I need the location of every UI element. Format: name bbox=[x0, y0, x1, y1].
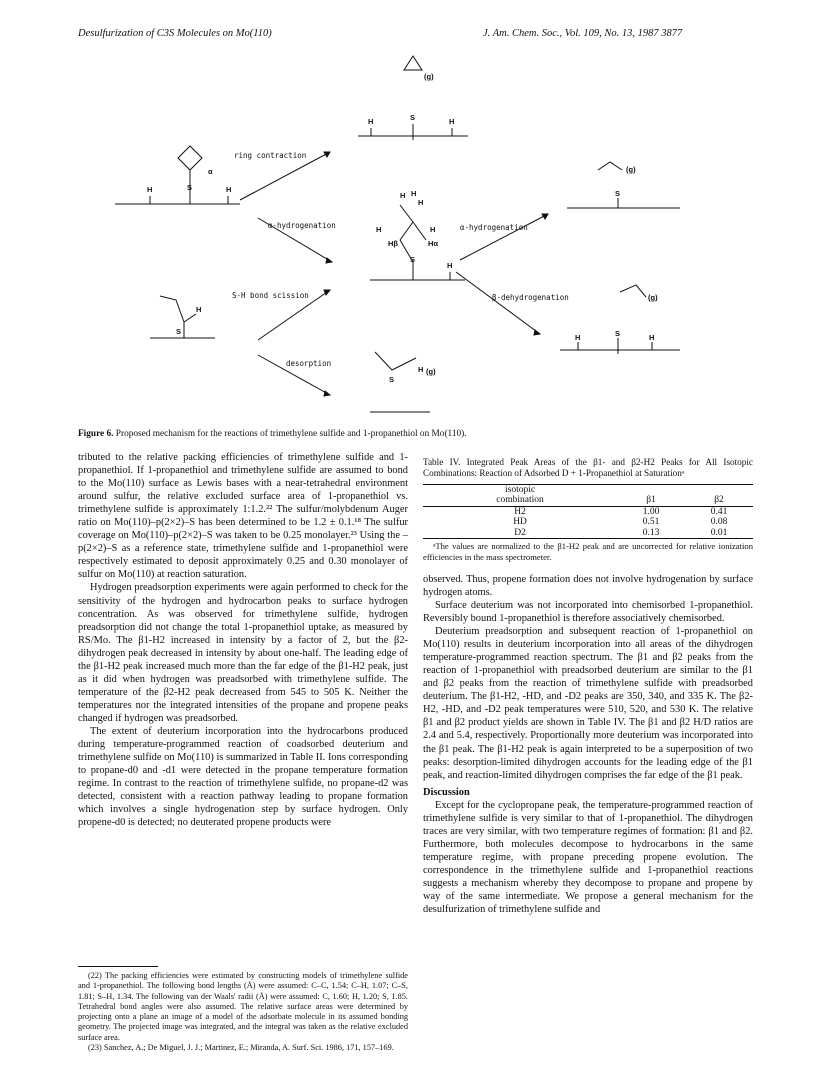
label-b-dehydrogenation: β-dehydrogenation bbox=[492, 293, 569, 302]
label-a-hydrogenation-2: α-hydrogenation bbox=[460, 223, 528, 232]
atom-s: S bbox=[389, 375, 395, 384]
atom-s: S bbox=[176, 327, 182, 336]
atom-h: H bbox=[575, 333, 581, 342]
paragraph: The extent of deuterium incorporation into the hydrocarbons produced during temperature-programmed reaction of coadsorbed deuterium and trimethylene sulfide on Mo(110) is summarized in Table II. Ions corresponding to propane-d0 and -d1 were detected in the propane temperature formation regime. In contrast to the reaction of trimethylene sulfide, no propane-d2 was detected, consistent with a reaction pathway leading to propane formation which involves a single hydrogenation step by surface hydrogen. Only propene-d0 is detected; no deuterated propene products were bbox=[78, 725, 408, 829]
caption-label: Figure 6. bbox=[78, 429, 114, 439]
table-header: β2 bbox=[685, 495, 753, 506]
table-cell: 0.01 bbox=[685, 528, 753, 539]
g-label: (g) bbox=[626, 165, 636, 174]
arrow bbox=[456, 272, 540, 334]
atom-h: H bbox=[376, 225, 382, 234]
paragraph: Surface deuterium was not incorporated into chemisorbed 1-propanethiol. Reversibly bound 1-propanethiol is therefore associatively chemisorbed. bbox=[423, 600, 753, 625]
table-row bbox=[423, 528, 753, 539]
cyclopropane-product bbox=[404, 56, 422, 70]
atom-h-g: H bbox=[418, 365, 424, 374]
table-cell: D2 bbox=[423, 528, 617, 539]
atom-s: S bbox=[410, 113, 416, 122]
caption-text: Proposed mechanism for the reactions of trimethylene sulfide and 1-propanethiol on Mo(110). bbox=[115, 429, 467, 439]
running-header-left: Desulfurization of C3S Molecules on Mo(110) bbox=[78, 28, 272, 39]
atom-s: S bbox=[615, 329, 621, 338]
atom-h: H bbox=[447, 261, 453, 270]
table-cell: 1.00 bbox=[642, 506, 660, 517]
atom-hb: Hβ bbox=[388, 239, 398, 248]
table-header: combination bbox=[423, 495, 617, 506]
paragraph: Hydrogen preadsorption experiments were again performed to check for the sensitivity of the hydrogen and hydrocarbon peaks to surface hydrogen concentration. As was observed for trimethylene sulfide, hydrogen preadsorption did not change the total 1-propanethiol uptake, as measured by RS/Mo. The β1-H2 increased in intensity by a factor of 2, but the β2-dihydrogen peak decreased in intensity by about one-half. The leading edge of the β1-H2 peak increased much more than the far edge of the β1-H2 peak, just as it did when hydrogen was preadsorbed with trimethylene sulfide. The temperature of the β2-H2 peak decreased from 545 to 505 K. Neither the temperatures nor the integrated intensities of the propane and propene peaks changed if hydrogen was preadsorbed. bbox=[78, 582, 408, 724]
g-label: (g) bbox=[424, 72, 434, 81]
trimethylene-sulfide bbox=[178, 146, 202, 170]
label-ring-contraction: ring contraction bbox=[234, 151, 307, 160]
figure-caption bbox=[78, 429, 748, 439]
g-label: (g) bbox=[648, 293, 658, 302]
footnotes bbox=[78, 966, 408, 1053]
atom-h: H bbox=[449, 117, 455, 126]
propene-product bbox=[598, 162, 622, 170]
running-header-right: J. Am. Chem. Soc., Vol. 109, No. 13, 1987 3877 bbox=[483, 28, 683, 39]
table-row bbox=[423, 517, 753, 528]
g-label: (g) bbox=[426, 367, 436, 376]
table-cell: 0.51 bbox=[642, 517, 660, 528]
atom-h: H bbox=[411, 189, 417, 198]
propanethiol-gas bbox=[375, 352, 404, 370]
table-cell: H2 bbox=[514, 506, 526, 517]
right-column bbox=[423, 457, 753, 916]
label-a-hydrogenation: α-hydrogenation bbox=[268, 221, 336, 230]
paragraph: tributed to the relative packing efficiencies of trimethylene sulfide and 1-propanethiol. If 1-propanethiol and trimethylene sulfide are assumed to bond to the Mo(110) surface as Lewis bases with a near-tetrahedral environment around sulfur, the relative excluded surface area of 1-propanethiol vs. trimethylene sulfide is approximately 1:1.2.²² The sulfur/molybdenum Auger ratio on Mo(110)–p(2×2)–S has been determined to be 1.2 ± 0.1.¹⁸ The sulfur coverage on Mo(110)–p(2×2)–S was taken to be 0.25 monolayer.²³ Using the –p(2×2)–S as a reference state, trimethylene sulfide and 1-propanethiol were respectively estimated to deposit approximately 0.25 and 0.30 monolayer of sulfur on Mo(110) at reaction saturation. bbox=[78, 452, 408, 581]
propanethiol-adsorbed bbox=[160, 296, 184, 322]
atom-s: S bbox=[187, 183, 193, 192]
alpha-label: α bbox=[208, 167, 213, 176]
atom-h: H bbox=[226, 185, 232, 194]
atom-h: H bbox=[418, 198, 424, 207]
figure-6-mechanism bbox=[0, 40, 820, 430]
atom-ha: Hα bbox=[428, 239, 439, 248]
table-cell: HD bbox=[513, 517, 527, 528]
atom-s: S bbox=[410, 255, 416, 264]
table-title: Table IV. Integrated Peak Areas of the β1- and β2-H2 Peaks for All Isotopic Combinations: Reaction of Adsorbed D + 1-Propanethiol at Saturationᵃ bbox=[423, 457, 753, 479]
table-header: β1 bbox=[617, 495, 685, 506]
atom-h: H bbox=[430, 225, 436, 234]
table-footnote: ᵃThe values are normalized to the β1-H2 peak and are uncorrected for relative ionization efficiencies in the mass spectrometer. bbox=[423, 541, 753, 563]
atom-h: H bbox=[400, 191, 406, 200]
atom-h: H bbox=[147, 185, 153, 194]
table-header: isotopic bbox=[423, 484, 617, 495]
left-column bbox=[78, 451, 408, 829]
footnote-23: (23) Sanchez, A.; De Miguel, J. J.; Martinez, E.; Miranda, A. Surf. Sci. 1986, 171, 157–169. bbox=[88, 1043, 394, 1053]
arrow bbox=[460, 214, 548, 260]
table-cell: 0.08 bbox=[710, 517, 728, 528]
table-cell: 0.13 bbox=[617, 528, 685, 539]
table-cell: 0.41 bbox=[710, 506, 728, 517]
atom-h: H bbox=[196, 305, 202, 314]
propene-product bbox=[620, 285, 646, 297]
section-heading: Discussion bbox=[423, 786, 470, 798]
paragraph: observed. Thus, propene formation does not involve hydrogenation by surface hydrogen atoms. bbox=[423, 573, 753, 598]
label-sh-bond-scission: S-H bond scission bbox=[232, 291, 309, 300]
paragraph: Deuterium preadsorption and subsequent reaction of 1-propanethiol on Mo(110) results in deuterium incorporation into all areas of the dihydrogen temperature-programmed reaction spectrum. The β1 and β2 peaks from the reaction of 1-propanethiol with preadsorbed deuterium are similar to the β1 and β2 peaks from the reaction of trimethylene sulfide with preadsorbed deuterium. The β1-H2, -HD, and -D2 peaks are 350, 340, and 335 K. The β2-H2, -HD, and -D2 peak temperatures were 510, 520, and 530 K. The relative β1 and β2 product yields are shown in Table IV. The β1 and β2 H/D ratios are 2.4 and 5.4, respectively. Proportionally more deuterium was incorporated into the β1 peak. The β1-H2 peak is again interpreted to be a superposition of two peaks: desorption-limited dihydrogen accounts for the leading edge of the β1 peak, and reaction-limited dihydrogen comprises the far edge of the β1 peak. bbox=[423, 626, 753, 781]
footnote-rule bbox=[78, 966, 158, 967]
atom-s: S bbox=[615, 189, 621, 198]
atom-h: H bbox=[368, 117, 374, 126]
table-iv bbox=[423, 484, 753, 540]
label-desorption: desorption bbox=[286, 359, 332, 368]
table-row bbox=[423, 506, 753, 517]
footnote-22: (22) The packing efficiencies were estimated by constructing models of trimethylene sulfide and 1-propanethiol. The following bond lengths (Å) were assumed: C–C, 1.54; C–H, 1.07; C–S, 1.81; S–H, 1.34. The following van der Waals' radii (Å) were assumed: C, 1.60; H, 1.20; S, 1.85. Tetrahedral bond angles were also assumed. The relative surface areas were determined by projecting onto a plane an image of a model of the adsorbate molecule in its assumed bonding geometry. The projected image was integrated, and the integral was taken as the relative excluded surface area. bbox=[78, 971, 408, 1042]
atom-h: H bbox=[649, 333, 655, 342]
paragraph: Except for the cyclopropane peak, the temperature-programmed reaction of trimethylene sulfide is very similar to that of 1-propanethiol. The dihydrogen traces are very similar, with two temperature regimes of formation: β1 and β2. Furthermore, both molecules decompose to hydrocarbons in the same temperature regime, with propane preceding propene evolution. The correspondence in the trimethylene sulfide and 1-propanethiol reactions suggests a mechanism whereby they decompose to propane and propene by way of the same intermediate. We propose a general mechanism for the desulfurization of trimethylene sulfide and bbox=[423, 799, 753, 916]
